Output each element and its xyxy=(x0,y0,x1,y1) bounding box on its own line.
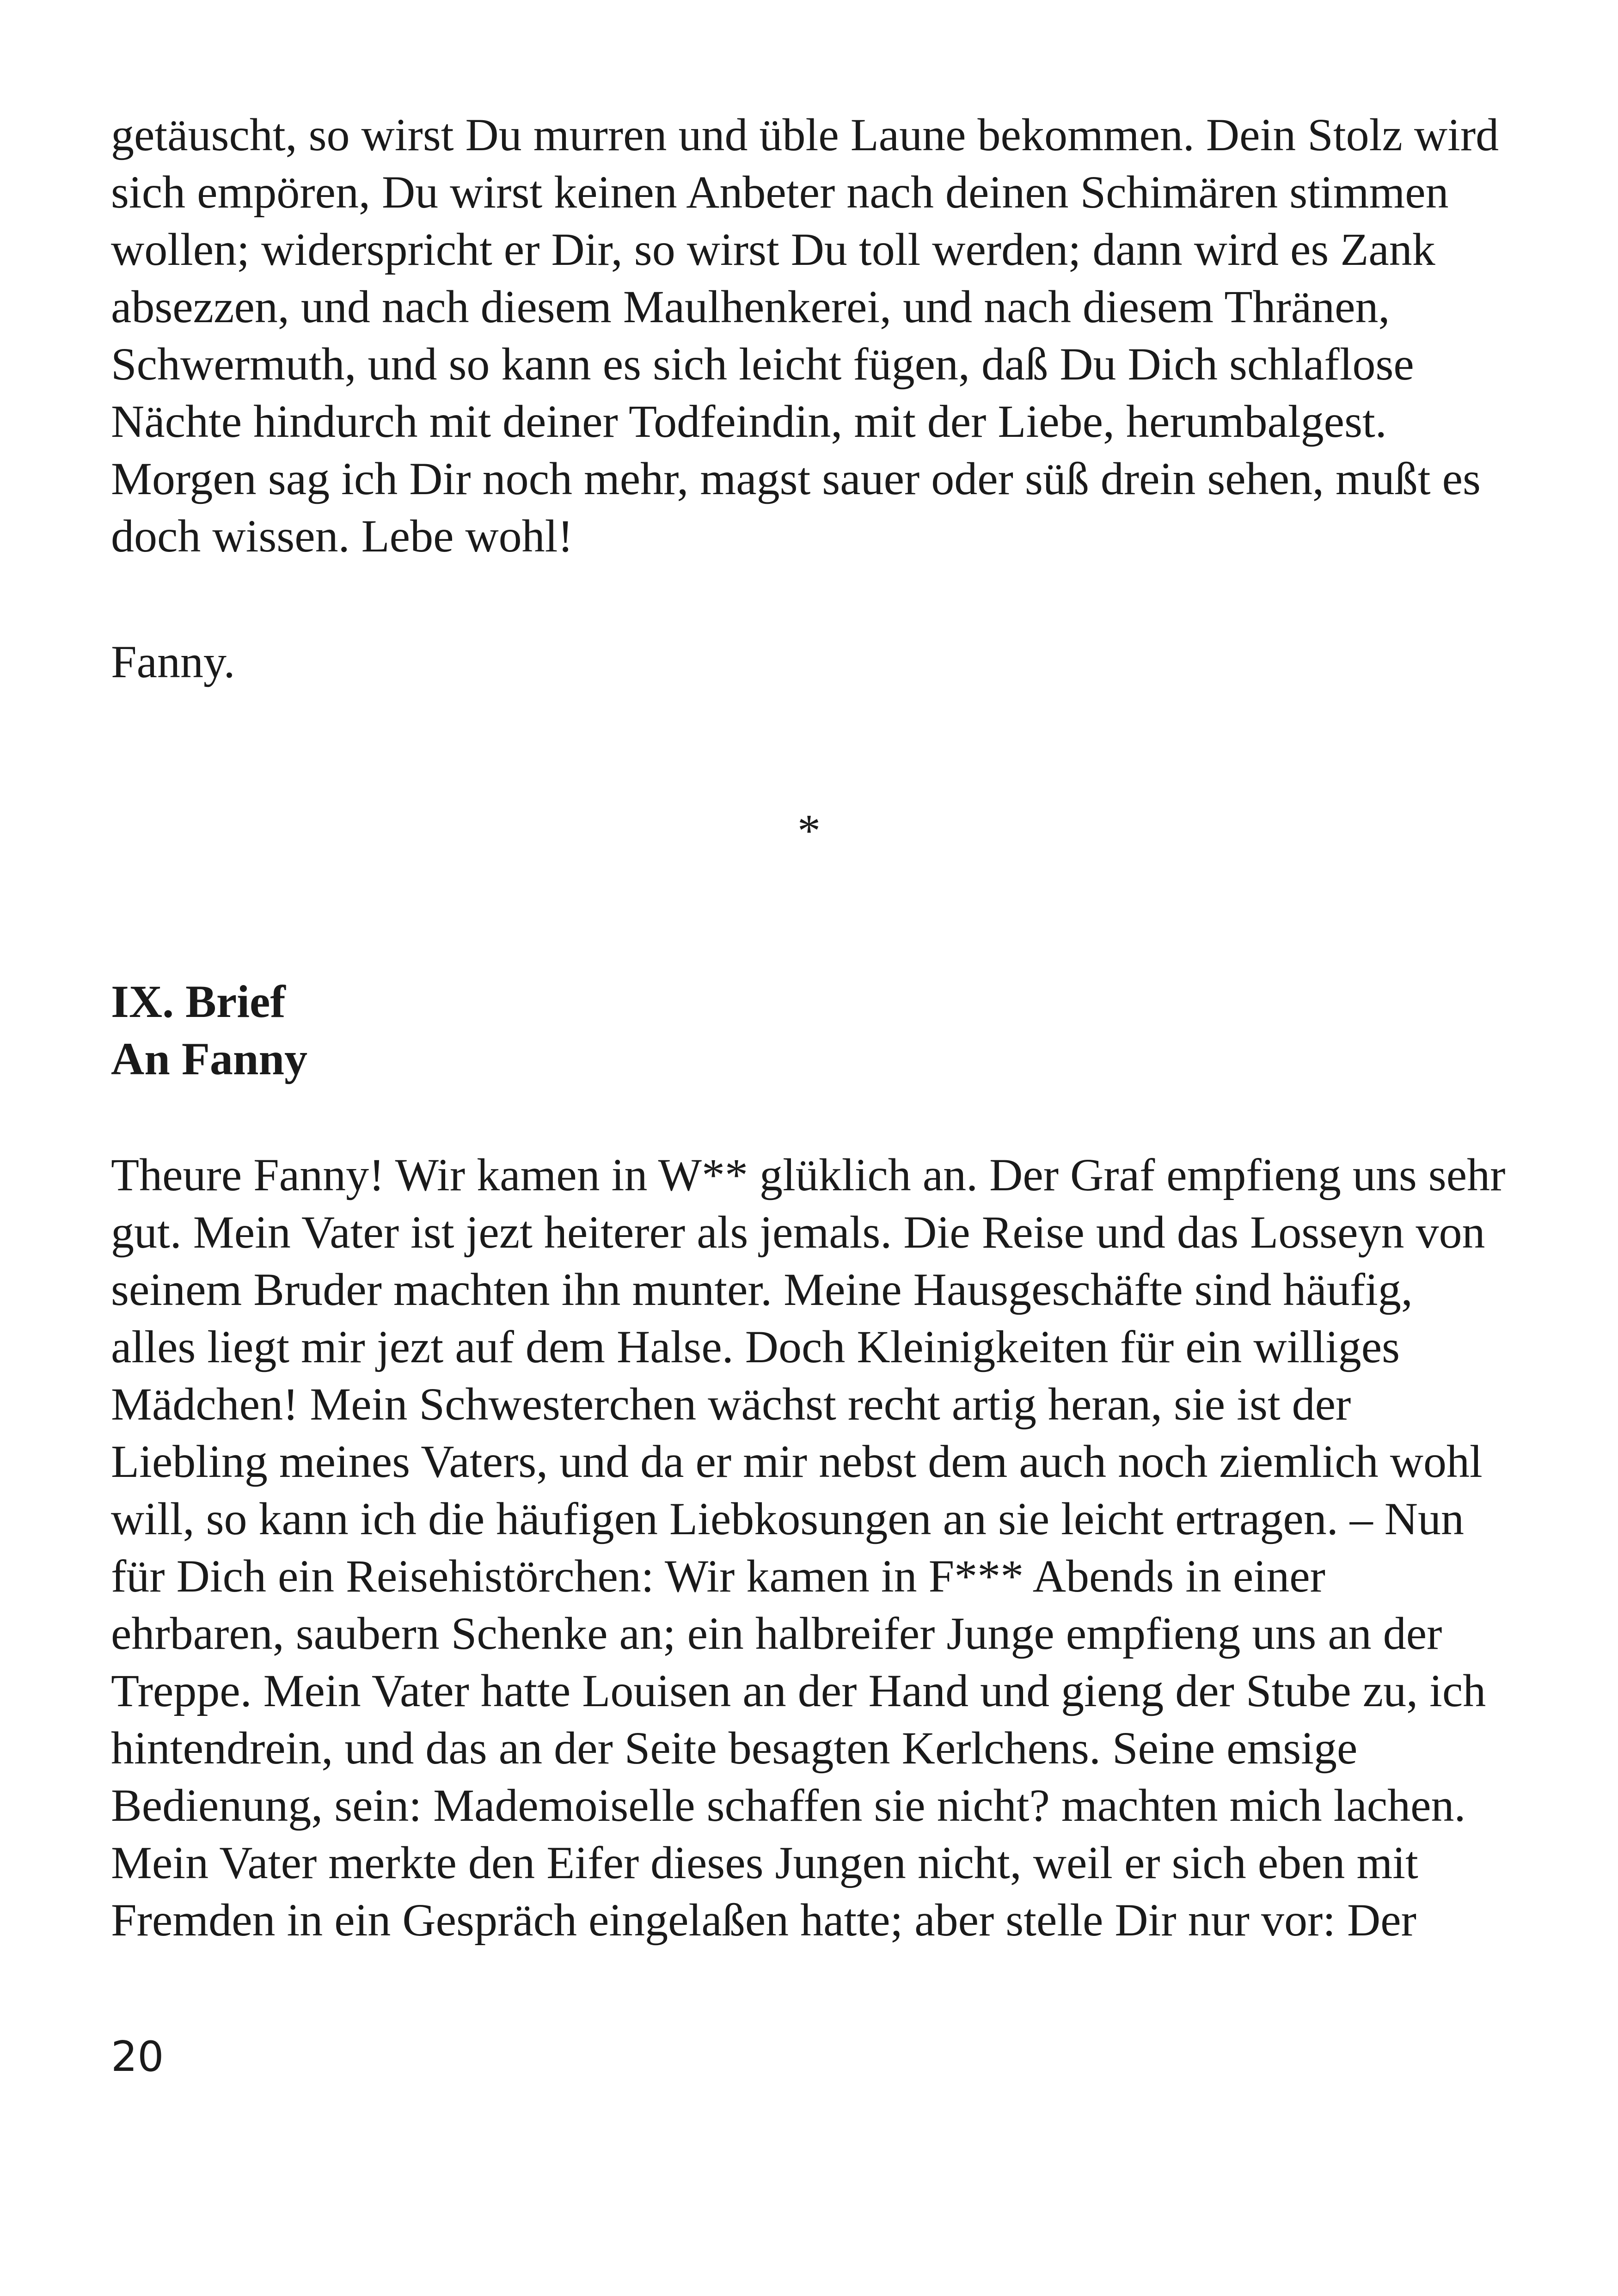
text-line: seinem Bruder machten ihn munter. Meine Hausgeschäfte sind häufig, xyxy=(111,1264,1413,1315)
letter-signature: Fanny. xyxy=(111,636,235,687)
text-line: Treppe. Mein Vater hatte Louisen an der Hand und gieng der Stube zu, ich xyxy=(111,1665,1486,1716)
page-number: 20 xyxy=(111,2033,164,2081)
text-line: Morgen sag ich Dir noch mehr, magst sauer oder süß drein sehen, mußt es xyxy=(111,453,1481,504)
text-line: Liebling meines Vaters, und da er mir nebst dem auch noch ziemlich wohl xyxy=(111,1436,1483,1487)
text-line: Fremden in ein Gespräch eingelaßen hatte; aber stelle Dir nur vor: Der xyxy=(111,1894,1416,1946)
text-line: für Dich ein Reisehistörchen: Wir kamen in F*** Abends in einer xyxy=(111,1550,1325,1602)
text-line: will, so kann ich die häufigen Liebkosungen an sie leicht ertragen. – Nun xyxy=(111,1493,1464,1544)
text-line: Mädchen! Mein Schwesterchen wächst recht artig heran, sie ist der xyxy=(111,1378,1351,1430)
letter-title: IX. Brief xyxy=(111,976,286,1027)
text-line: absezzen, und nach diesem Maulhenkerei, und nach diesem Thränen, xyxy=(111,281,1390,332)
text-line: Nächte hindurch mit deiner Todfeindin, mit der Liebe, herumbalgest. xyxy=(111,396,1387,447)
text-line: Schwermuth, und so kann es sich leicht fügen, daß Du Dich schlaflose xyxy=(111,338,1414,390)
text-line: Bedienung, sein: Mademoiselle schaffen sie nicht? machten mich lachen. xyxy=(111,1780,1466,1831)
text-line: doch wissen. Lebe wohl! xyxy=(111,510,573,562)
text-line: ehrbaren, saubern Schenke an; ein halbreifer Junge empfieng uns an der xyxy=(111,1608,1442,1659)
letter-recipient: An Fanny xyxy=(111,1033,308,1084)
text-line: hintendrein, und das an der Seite besagten Kerlchens. Seine emsige xyxy=(111,1722,1358,1774)
text-line: sich empören, Du wirst keinen Anbeter nach deinen Schimären stimmen xyxy=(111,166,1449,218)
text-line: wollen; widerspricht er Dir, so wirst Du toll werden; dann wird es Zank xyxy=(111,224,1435,275)
letter-body xyxy=(111,1146,1526,1949)
text-line: alles liegt mir jezt auf dem Halse. Doch Kleinigkeiten für ein williges xyxy=(111,1321,1400,1372)
section-separator: * xyxy=(797,805,821,856)
previous-letter-paragraph xyxy=(111,106,1526,565)
letter-paragraph xyxy=(111,1146,1526,1949)
letter-heading xyxy=(111,973,307,1088)
previous-letter-text xyxy=(111,106,1526,565)
text-line: getäuscht, so wirst Du murren und üble Laune bekommen. Dein Stolz wird xyxy=(111,109,1499,160)
text-line: gut. Mein Vater ist jezt heiterer als jemals. Die Reise und das Losseyn von xyxy=(111,1206,1485,1258)
text-line: Mein Vater merkte den Eifer dieses Jungen nicht, weil er sich eben mit xyxy=(111,1837,1418,1888)
text-line: Theure Fanny! Wir kamen in W** glüklich an. Der Graf empfieng uns sehr xyxy=(111,1149,1506,1200)
